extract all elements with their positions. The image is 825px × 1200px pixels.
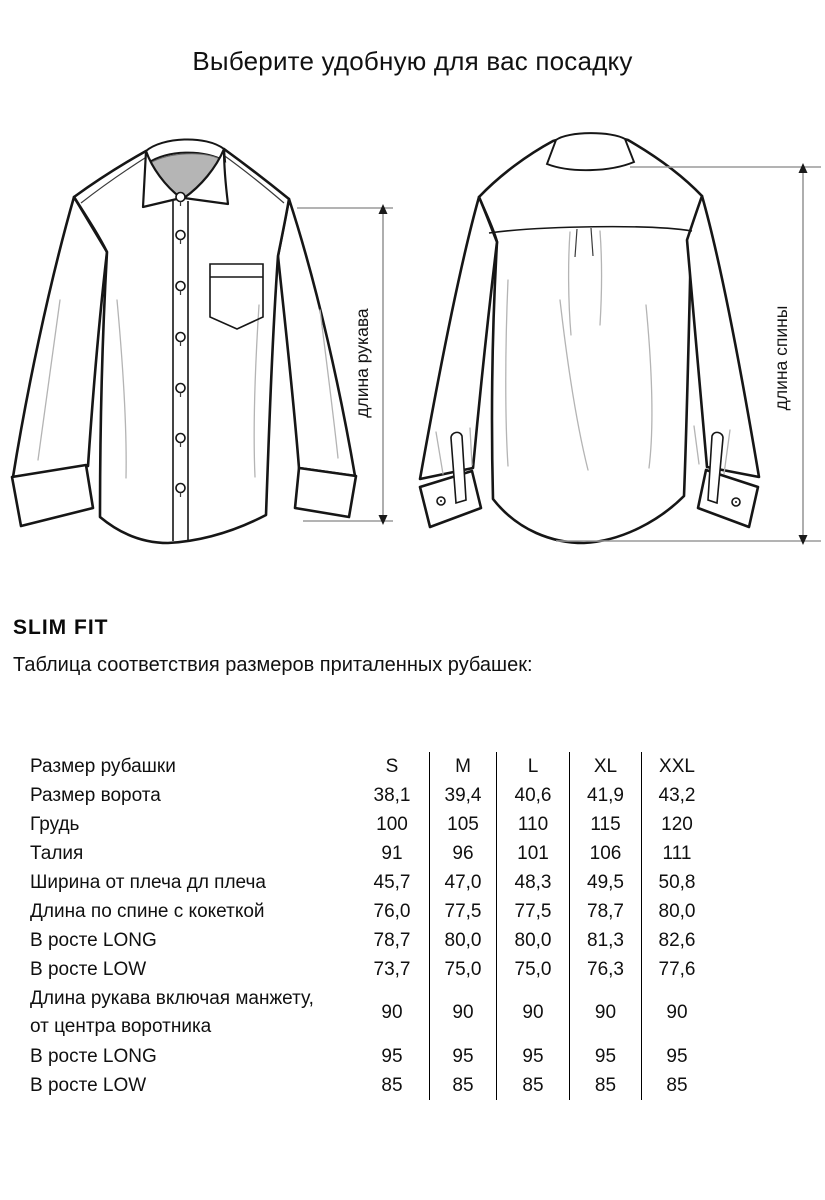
size-value: 49,5 [570, 868, 642, 897]
size-value: 77,5 [497, 897, 570, 926]
size-value: 85 [430, 1071, 497, 1100]
back-right-cuff [698, 470, 758, 527]
size-value: 77,6 [658, 958, 696, 980]
size-value: 76,0 [355, 897, 430, 926]
arrowhead-up-icon [379, 204, 388, 214]
shirt-diagram-svg [0, 105, 825, 575]
size-value: 106 [570, 839, 642, 868]
row-label: В росте LOW [30, 1074, 147, 1096]
size-value: 45,7 [355, 868, 430, 897]
arrowhead-down-icon [379, 515, 388, 525]
row-label: Размер ворота [30, 784, 161, 806]
table-header-row [30, 752, 712, 781]
row-label-line2: от центра воротника [30, 1016, 212, 1037]
size-value: 38,1 [355, 781, 430, 810]
size-value: 48,3 [497, 868, 570, 897]
size-value: 95 [570, 1042, 642, 1071]
size-header: S [355, 752, 430, 781]
back-left-cuff [420, 471, 481, 527]
size-value: 78,7 [355, 926, 430, 955]
front-left-sleeve [13, 197, 107, 477]
page-title: Выберите удобную для вас посадку [192, 46, 633, 76]
back-shirt-drawing [420, 133, 759, 543]
size-value: 101 [497, 839, 570, 868]
size-value: 95 [666, 1045, 688, 1067]
row-label: В росте LONG [30, 1045, 157, 1067]
row-label: Длина по спине с кокеткой [30, 900, 265, 922]
size-value: 47,0 [430, 868, 497, 897]
size-value: 76,3 [570, 955, 642, 984]
row-label: Размер рубашки [30, 755, 176, 777]
size-value: 91 [355, 839, 430, 868]
size-table [30, 752, 712, 1100]
arrowhead-down-icon [799, 535, 808, 545]
back-collar-band [547, 133, 634, 170]
size-value: 85 [666, 1074, 688, 1096]
row-label: Грудь [30, 813, 80, 835]
size-value: 40,6 [497, 781, 570, 810]
size-value: 90 [497, 984, 570, 1042]
fit-heading: SLIM FIT [13, 616, 109, 639]
size-value: 82,6 [658, 929, 696, 951]
row-label: Ширина от плеча дл плеча [30, 871, 266, 893]
row-label [30, 984, 355, 1042]
row-label-line1: Длина рукава включая манжету, [30, 988, 314, 1010]
table-row [30, 955, 712, 984]
size-value: 95 [497, 1042, 570, 1071]
back-body [479, 135, 702, 543]
size-value: 100 [355, 810, 430, 839]
size-value: 75,0 [430, 955, 497, 984]
size-value: 80,0 [658, 900, 696, 922]
size-value: 90 [666, 1002, 688, 1023]
size-value: 39,4 [430, 781, 497, 810]
size-value: 105 [430, 810, 497, 839]
size-value: 81,3 [570, 926, 642, 955]
front-shirt-drawing [12, 139, 356, 543]
size-value: 90 [570, 984, 642, 1042]
size-value: 110 [497, 810, 570, 839]
size-value: 96 [430, 839, 497, 868]
table-row [30, 1071, 712, 1100]
table-caption: Таблица соответствия размеров приталенных рубашек: [13, 654, 533, 676]
front-right-sleeve [278, 199, 355, 476]
size-value: 85 [497, 1071, 570, 1100]
back-length-label: длина спины [771, 305, 791, 411]
size-value: 90 [430, 984, 497, 1042]
size-value: 80,0 [430, 926, 497, 955]
row-label: В росте LOW [30, 958, 147, 980]
size-value: 120 [661, 813, 693, 835]
front-left-cuff [12, 465, 93, 526]
table-row [30, 897, 712, 926]
size-header: XL [570, 752, 642, 781]
table-row [30, 839, 712, 868]
size-value: 85 [570, 1071, 642, 1100]
size-header: M [430, 752, 497, 781]
sleeve-length-label: длина рукава [352, 308, 372, 418]
size-value: 75,0 [497, 955, 570, 984]
size-value: 85 [355, 1071, 430, 1100]
size-value: 77,5 [430, 897, 497, 926]
shirt-diagram [0, 105, 825, 575]
size-value: 78,7 [570, 897, 642, 926]
size-header: XXL [659, 755, 695, 777]
size-value: 115 [570, 810, 642, 839]
row-label: Талия [30, 842, 84, 864]
arrowhead-up-icon [799, 163, 808, 173]
table-row [30, 1042, 712, 1071]
size-header: L [497, 752, 570, 781]
row-label: В росте LONG [30, 929, 157, 951]
size-value: 41,9 [570, 781, 642, 810]
size-value: 73,7 [355, 955, 430, 984]
table-row [30, 810, 712, 839]
front-right-cuff [295, 468, 356, 517]
size-value: 43,2 [658, 784, 696, 806]
table-row [30, 781, 712, 810]
size-value: 50,8 [658, 871, 696, 893]
size-value: 90 [355, 984, 430, 1042]
size-value: 111 [662, 842, 692, 864]
table-row [30, 868, 712, 897]
table-row [30, 926, 712, 955]
size-value: 95 [355, 1042, 430, 1071]
size-value: 80,0 [497, 926, 570, 955]
size-value: 95 [430, 1042, 497, 1071]
table-row [30, 984, 712, 1042]
